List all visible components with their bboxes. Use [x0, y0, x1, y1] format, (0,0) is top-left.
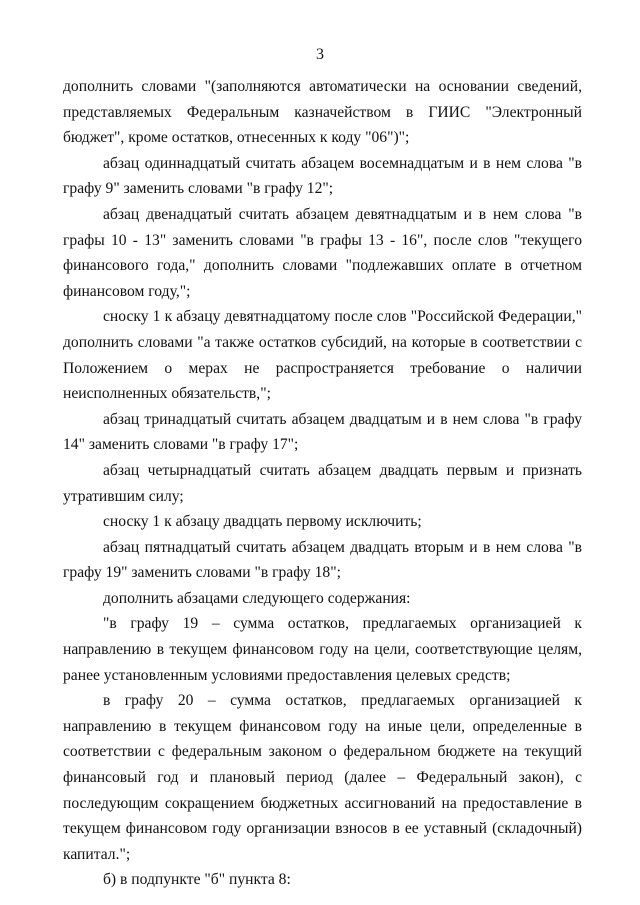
paragraph-8: абзац пятнадцатый считать абзацем двадцать вторым и в нем слова "в графу 19" заменить словами "в графу 18";: [63, 538, 582, 582]
page-number: 3: [316, 46, 324, 63]
paragraph-6: абзац четырнадцатый считать абзацем двадцать первым и признать утратившим силу;: [63, 461, 582, 505]
paragraph-10: "в графу 19 – сумма остатков, предлагаемых организацией к направлению в текущем финансовом году на цели, соответствующие целям, ранее установленным условиями предоставления целевых средств;: [63, 615, 582, 684]
paragraph-7: сноску 1 к абзацу двадцать первому исключить;: [103, 513, 422, 531]
paragraph-2: абзац одиннадцатый считать абзацем восемнадцатым и в нем слова "в графу 9" заменить словами "в графу 12";: [63, 154, 582, 198]
paragraph-12: б) в подпункте "б" пункта 8:: [103, 871, 291, 889]
paragraph-9: дополнить абзацами следующего содержания:: [103, 589, 411, 607]
paragraph-4: сноску 1 к абзацу девятнадцатому после слов "Российской Федерации," дополнить словами "а также остатков субсидий, на которые в соответствии с Положением о мерах не распространяется требование о наличии неисполненных обязательств,";: [63, 308, 582, 403]
paragraph-3: абзац двенадцатый считать абзацем девятнадцатым и в нем слова "в графы 10 - 13" заменить словами "в графы 13 - 16", после слов "текущего финансового года," дополнить словами "подлежавших оплате в отчетном финансовом году,";: [63, 205, 582, 300]
paragraph-5: абзац тринадцатый считать абзацем двадцатым и в нем слова "в графу 14" заменить словами "в графу 17";: [63, 410, 582, 454]
paragraph-11: в графу 20 – сумма остатков, предлагаемых организацией к направлению в текущем финансовом году на иные цели, определенные в соответствии с федеральным законом о федеральном бюджете на текущий финансовый год и плановый период (далее – Федеральный закон), с последующим сокращением бюджетных ассигнований на предоставление в текущем финансовом году организации взносов в ее уставный (складочный) капитал.";: [63, 692, 582, 863]
paragraph-1: дополнить словами "(заполняются автоматически на основании сведений, представляемых Федеральным казначейством в ГИИС "Электронный бюджет", кроме остатков, отнесенных к коду "06")";: [63, 78, 582, 147]
document-body: [63, 74, 582, 893]
